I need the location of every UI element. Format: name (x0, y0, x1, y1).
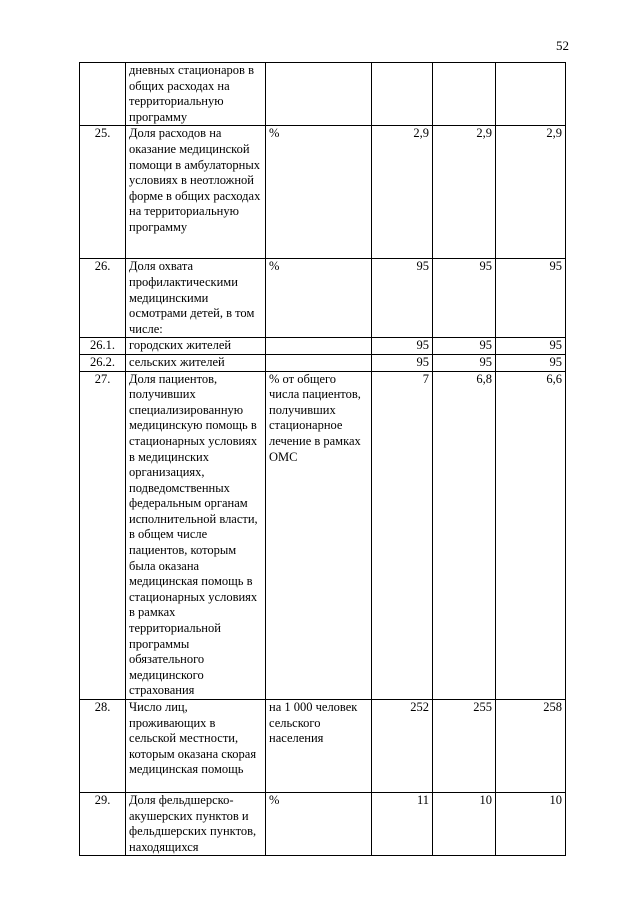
value-year-2 (433, 63, 496, 126)
value-year-3: 258 (496, 700, 566, 793)
unit: % от общего числа пациентов, получивших стационарное лечение в рамках ОМС (266, 371, 372, 699)
value-year-3: 10 (496, 793, 566, 856)
row-number: 28. (80, 700, 126, 793)
value-year-1: 95 (372, 259, 433, 338)
indicator-name: городских жителей (126, 338, 266, 355)
unit (266, 63, 372, 126)
unit: на 1 000 человек сельского населения (266, 700, 372, 793)
value-year-2: 95 (433, 354, 496, 371)
table-row (80, 700, 566, 793)
indicator-name: дневных стационаров в общих расходах на территориальную программу (126, 63, 266, 126)
value-year-1: 95 (372, 354, 433, 371)
value-year-3: 6,6 (496, 371, 566, 699)
table-row (80, 338, 566, 355)
unit: % (266, 126, 372, 259)
unit (266, 338, 372, 355)
row-number: 27. (80, 371, 126, 699)
table-row (80, 126, 566, 259)
value-year-1: 7 (372, 371, 433, 699)
unit (266, 354, 372, 371)
row-number: 26.2. (80, 354, 126, 371)
value-year-3: 95 (496, 338, 566, 355)
row-number (80, 63, 126, 126)
row-number: 29. (80, 793, 126, 856)
indicator-name: Доля фельдшерско-акушерских пунктов и фельдшерских пунктов, находящихся (126, 793, 266, 856)
value-year-1: 11 (372, 793, 433, 856)
indicator-name: Доля пациентов, получивших специализированную медицинскую помощь в стационарных условиях в медицинских организациях, подведомственных федеральным органам исполнительной власти, в общем числе пациентов, которым была оказана медицинская помощь в стационарных условиях в рамках территориальной программы обязательного медицинского страхования (126, 371, 266, 699)
table-row (80, 793, 566, 856)
table-row (80, 63, 566, 126)
value-year-3: 95 (496, 259, 566, 338)
value-year-2: 95 (433, 259, 496, 338)
unit: % (266, 259, 372, 338)
indicators-table (79, 62, 566, 856)
row-number: 26.1. (80, 338, 126, 355)
value-year-1: 95 (372, 338, 433, 355)
indicator-name: Доля охвата профилактическими медицинскими осмотрами детей, в том числе: (126, 259, 266, 338)
unit: % (266, 793, 372, 856)
page-number: 52 (556, 38, 569, 53)
value-year-3: 95 (496, 354, 566, 371)
value-year-2: 255 (433, 700, 496, 793)
value-year-2: 6,8 (433, 371, 496, 699)
table-row (80, 354, 566, 371)
value-year-2: 2,9 (433, 126, 496, 259)
value-year-3: 2,9 (496, 126, 566, 259)
row-number: 25. (80, 126, 126, 259)
value-year-1: 2,9 (372, 126, 433, 259)
value-year-2: 10 (433, 793, 496, 856)
table-row (80, 371, 566, 699)
indicator-name: Доля расходов на оказание медицинской помощи в амбулаторных условиях в неотложной форме в общих расходах на территориальную программу (126, 126, 266, 259)
indicator-name: сельских жителей (126, 354, 266, 371)
value-year-1 (372, 63, 433, 126)
value-year-1: 252 (372, 700, 433, 793)
value-year-3 (496, 63, 566, 126)
value-year-2: 95 (433, 338, 496, 355)
table-row (80, 259, 566, 338)
row-number: 26. (80, 259, 126, 338)
indicator-name: Число лиц, проживающих в сельской местности, которым оказана скорая медицинская помощь (126, 700, 266, 793)
